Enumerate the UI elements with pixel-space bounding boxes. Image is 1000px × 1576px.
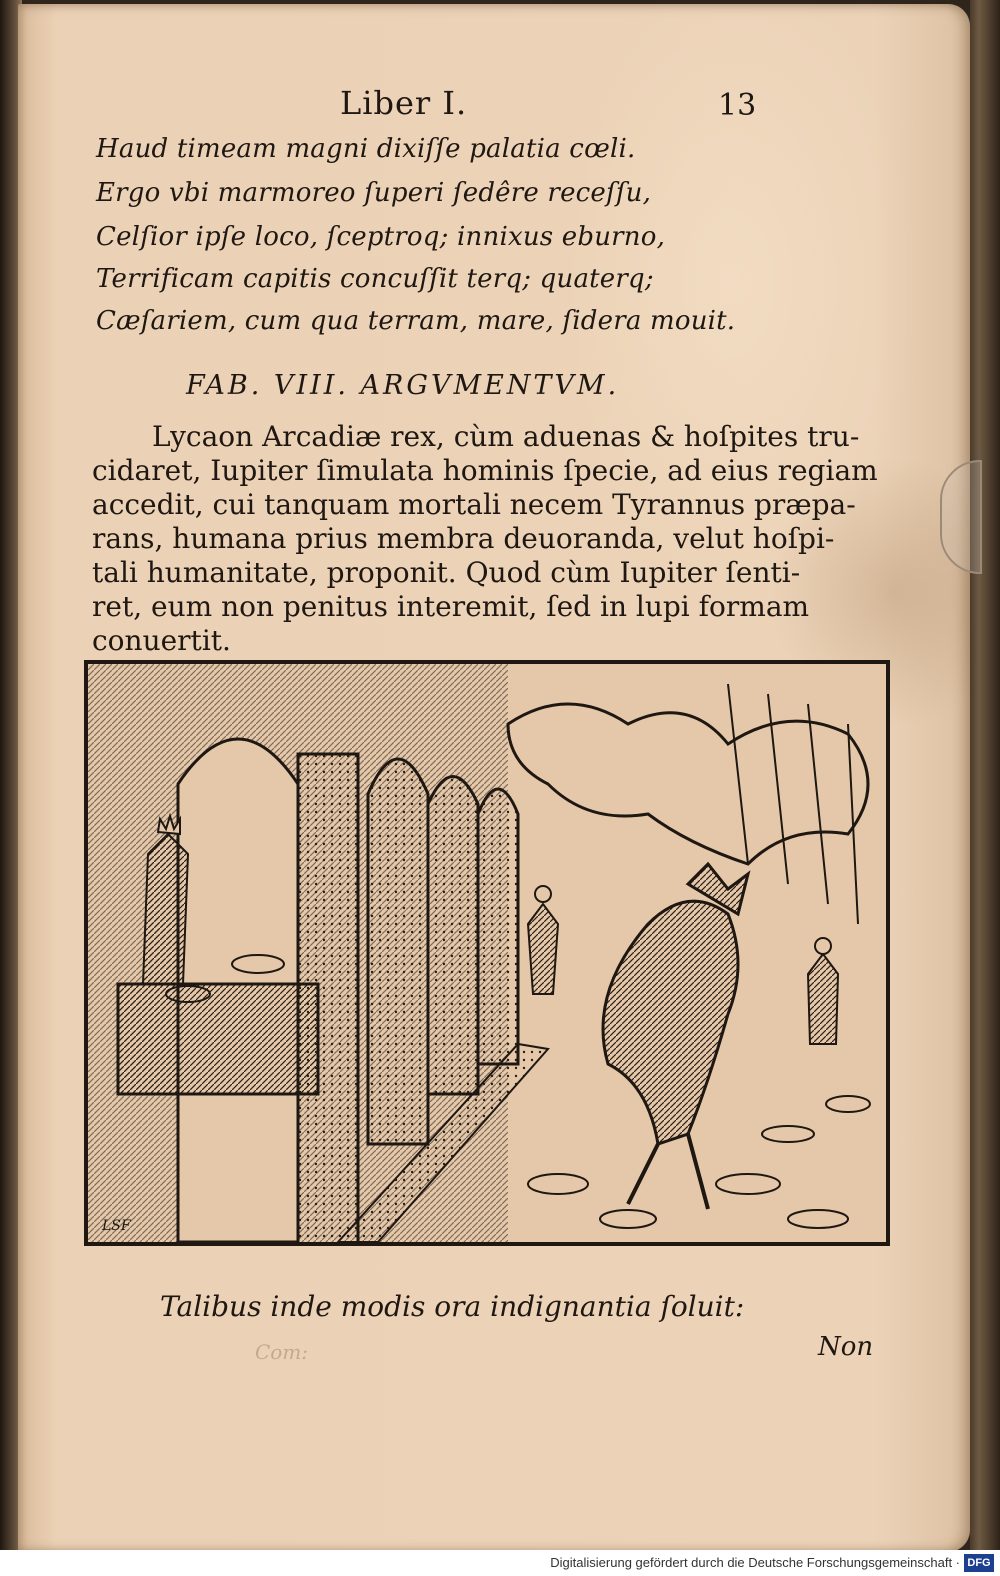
argument-line: rans, humana prius membra deuoranda, velut hoſpi- — [92, 522, 835, 555]
argument-line: cidaret, Iupiter ſimulata hominis ſpecie, ad eius regiam — [92, 454, 878, 487]
catchword: Non — [818, 1332, 874, 1362]
verse-line: Celſior ipſe loco, ſceptroq; innixus eburno, — [96, 222, 666, 252]
argument-line: ret, eum non penitus interemit, ſed in lupi formam — [92, 590, 810, 623]
dfg-logo: DFG — [964, 1554, 994, 1572]
book-fore-edge — [970, 0, 1000, 1576]
woodcut-monogram: LSF — [102, 1218, 131, 1234]
faded-stamp: Com: — [255, 1340, 309, 1364]
clasp-mark — [940, 460, 982, 574]
footer-bar — [0, 1550, 1000, 1576]
running-head: Liber I. — [340, 84, 468, 122]
argument-line: accedit, cui tanquam mortali necem Tyrannus præpa- — [92, 488, 856, 521]
woodcut-illustration — [84, 660, 890, 1246]
caption-line: Talibus inde modis ora indignantia ſoluit: — [160, 1290, 745, 1323]
argument-line: conuertit. — [92, 624, 231, 657]
verse-line: Haud timeam magni dixiſſe palatia cœli. — [96, 134, 636, 164]
page-number: 13 — [718, 88, 757, 123]
fable-heading: FAB. VIII. ARGVMENTVM. — [186, 370, 620, 401]
verse-line: Ergo vbi marmoreo ſuperi ſedêre receſſu, — [96, 178, 652, 208]
argument-line: tali humanitate, proponit. Quod cùm Iupiter ſenti- — [92, 556, 801, 589]
woodcut-drawing — [88, 664, 886, 1242]
argument-paragraph — [92, 420, 882, 658]
argument-line: Lycaon Arcadiæ rex, cùm aduenas & hoſpites tru- — [152, 420, 860, 453]
verse-line: Cæſariem, cum qua terram, mare, ſidera mouit. — [96, 306, 736, 336]
funding-credit: Digitalisierung gefördert durch die Deutsche Forschungsgemeinschaft · — [550, 1555, 960, 1570]
verse-line: Terrificam capitis concuſſit terq; quaterq; — [96, 264, 654, 294]
